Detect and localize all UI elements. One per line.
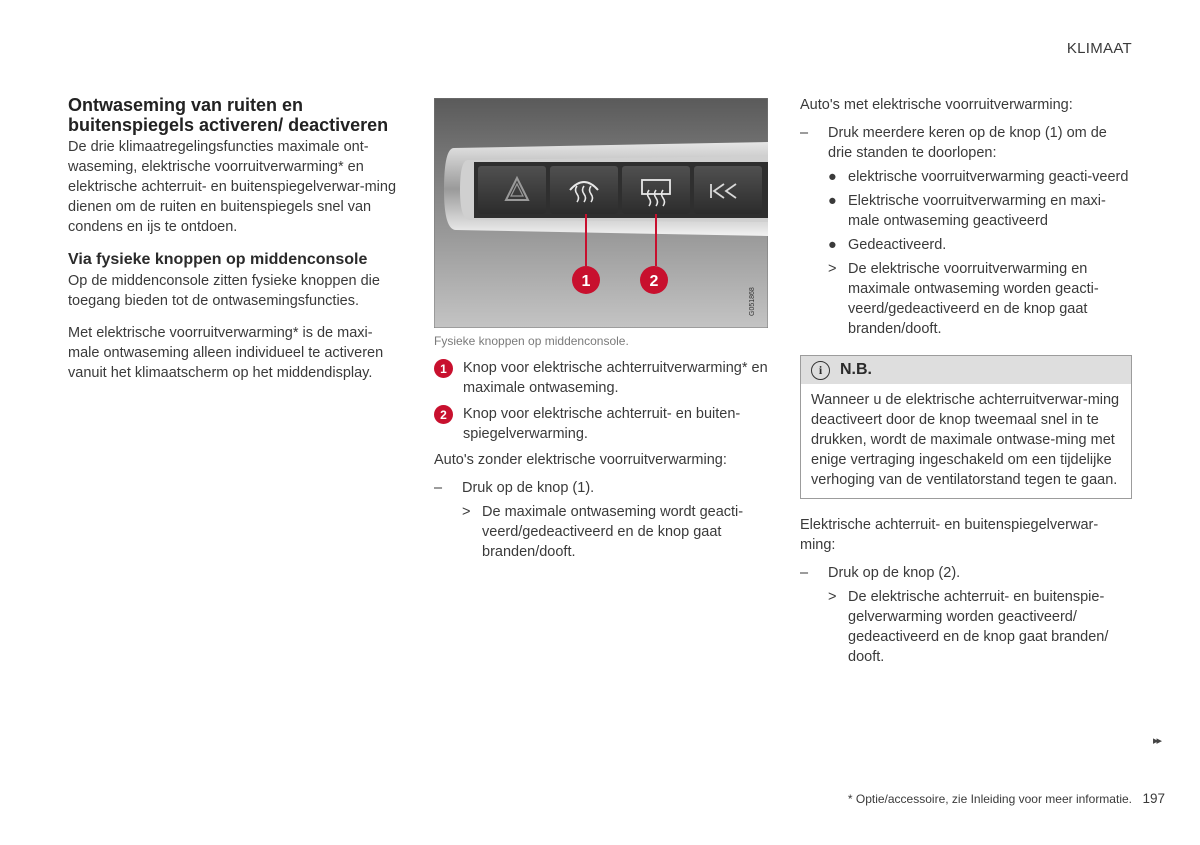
result-marker: > [828, 589, 837, 605]
result-text: De maximale ontwaseming wordt geacti-veerd/gedeactiveerd en de knop gaat branden/dooft. [482, 504, 744, 560]
column-middle [434, 98, 768, 566]
result-item [828, 259, 1132, 339]
max-defrost-button [550, 166, 618, 214]
bullet-dot: ● [828, 237, 837, 253]
rear-defrost-label: Elektrische achterruit- en buitenspiegelverwar-ming: [800, 517, 1099, 553]
callout-item-1 [434, 358, 768, 398]
bullet-text: Gedeactiveerd. [848, 237, 947, 253]
step-dash: – [800, 125, 809, 141]
footnote: * Optie/accessoire, zie Inleiding voor meer informatie. [847, 792, 1132, 806]
result-text: De elektrische achterruit- en buitenspie-gelverwarming worden geactiveerd/ gedeactiveerd en de knop gaat branden/ dooft. [848, 589, 1109, 665]
page-number: 197 [1142, 791, 1165, 806]
intro-paragraph: De drie klimaatregelingsfuncties maximale ont-waseming, elektrische voorruitverwarming* en elektrische achterruit- en buitenspiegelverwar-ming dienen om de ruiten en buitenspiegels snel van condens en ijs te ontdoen. [68, 139, 397, 235]
note-header [801, 356, 1131, 384]
step-dash: – [800, 565, 809, 581]
subheading: Via fysieke knoppen op middenconsole [68, 251, 368, 268]
info-icon: i [811, 361, 830, 380]
marker-2-label: 2 [649, 273, 659, 290]
step-text: Druk op de knop (1). [462, 480, 595, 496]
result-marker: > [828, 261, 837, 277]
console-buttons-figure [434, 98, 768, 328]
bullet-item [828, 167, 1132, 187]
bullet-item [828, 235, 1132, 255]
paragraph-console: Op de middenconsole zitten fysieke knoppen die toegang bieden tot de ontwasemingsfuncties. [68, 273, 380, 309]
step-item [434, 478, 768, 498]
bullet-text: Elektrische voorruitverwarming en maxi-male ontwaseming geactiveerd [848, 193, 1106, 229]
column-left [68, 95, 403, 395]
figure-caption: Fysieke knoppen op middenconsole. [434, 334, 629, 348]
bullet-item [828, 191, 1132, 231]
note-box [800, 355, 1132, 499]
callout-text: Knop voor elektrische achterruit- en buiten-spiegelverwarming. [463, 406, 741, 442]
step-item [800, 563, 1132, 583]
without-windshield-label: Auto's zonder elektrische voorruitverwarming: [434, 452, 727, 468]
callout-item-2 [434, 404, 768, 444]
with-windshield-label: Auto's met elektrische voorruitverwarming: [800, 97, 1073, 113]
callout-number-badge: 2 [434, 405, 453, 424]
section-header: KLIMAAT [1066, 40, 1132, 57]
step-text: Druk meerdere keren op de knop (1) om de drie standen te doorlopen: [828, 125, 1107, 161]
result-text: De elektrische voorruitverwarming en maximale ontwaseming worden geacti-veerd/gedeactiveerd en de knop gaat branden/dooft. [848, 261, 1099, 337]
page-title: Ontwaseming van ruiten en buitenspiegels activeren/ deactiveren [68, 95, 389, 135]
image-code: G051868 [749, 287, 756, 316]
step-item [800, 123, 1132, 163]
note-title: N.B. [840, 361, 872, 378]
result-marker: > [462, 504, 471, 520]
bullet-dot: ● [828, 169, 837, 185]
column-right [800, 95, 1132, 671]
step-dash: – [434, 480, 443, 496]
callout-text: Knop voor elektrische achterruitverwarming* en maximale ontwaseming. [463, 360, 768, 396]
result-item [462, 502, 768, 562]
result-item [828, 587, 1132, 667]
bullet-text: elektrische voorruitverwarming geacti-veerd [848, 169, 1129, 185]
console-buttons-illustration [434, 98, 768, 328]
bullet-dot: ● [828, 193, 837, 209]
note-text: Wanneer u de elektrische achterruitverwar-ming deactiveert door de knop tweemaal snel in te drukken, wordt de maximale ontwase-ming met enige vertraging ingeschakeld om een tijdelijke verhoging van de ventilatorstand tegen te gaan. [811, 392, 1120, 488]
marker-1-label: 1 [581, 273, 591, 290]
step-text: Druk op de knop (2). [828, 565, 961, 581]
continue-arrows-icon: ▸▸ [1152, 735, 1160, 747]
paragraph-windshield: Met elektrische voorruitverwarming* is de maxi-male ontwaseming alleen individueel te activeren vanuit het klimaatscherm op het middendisplay. [68, 325, 384, 381]
callout-number-badge: 1 [434, 359, 453, 378]
